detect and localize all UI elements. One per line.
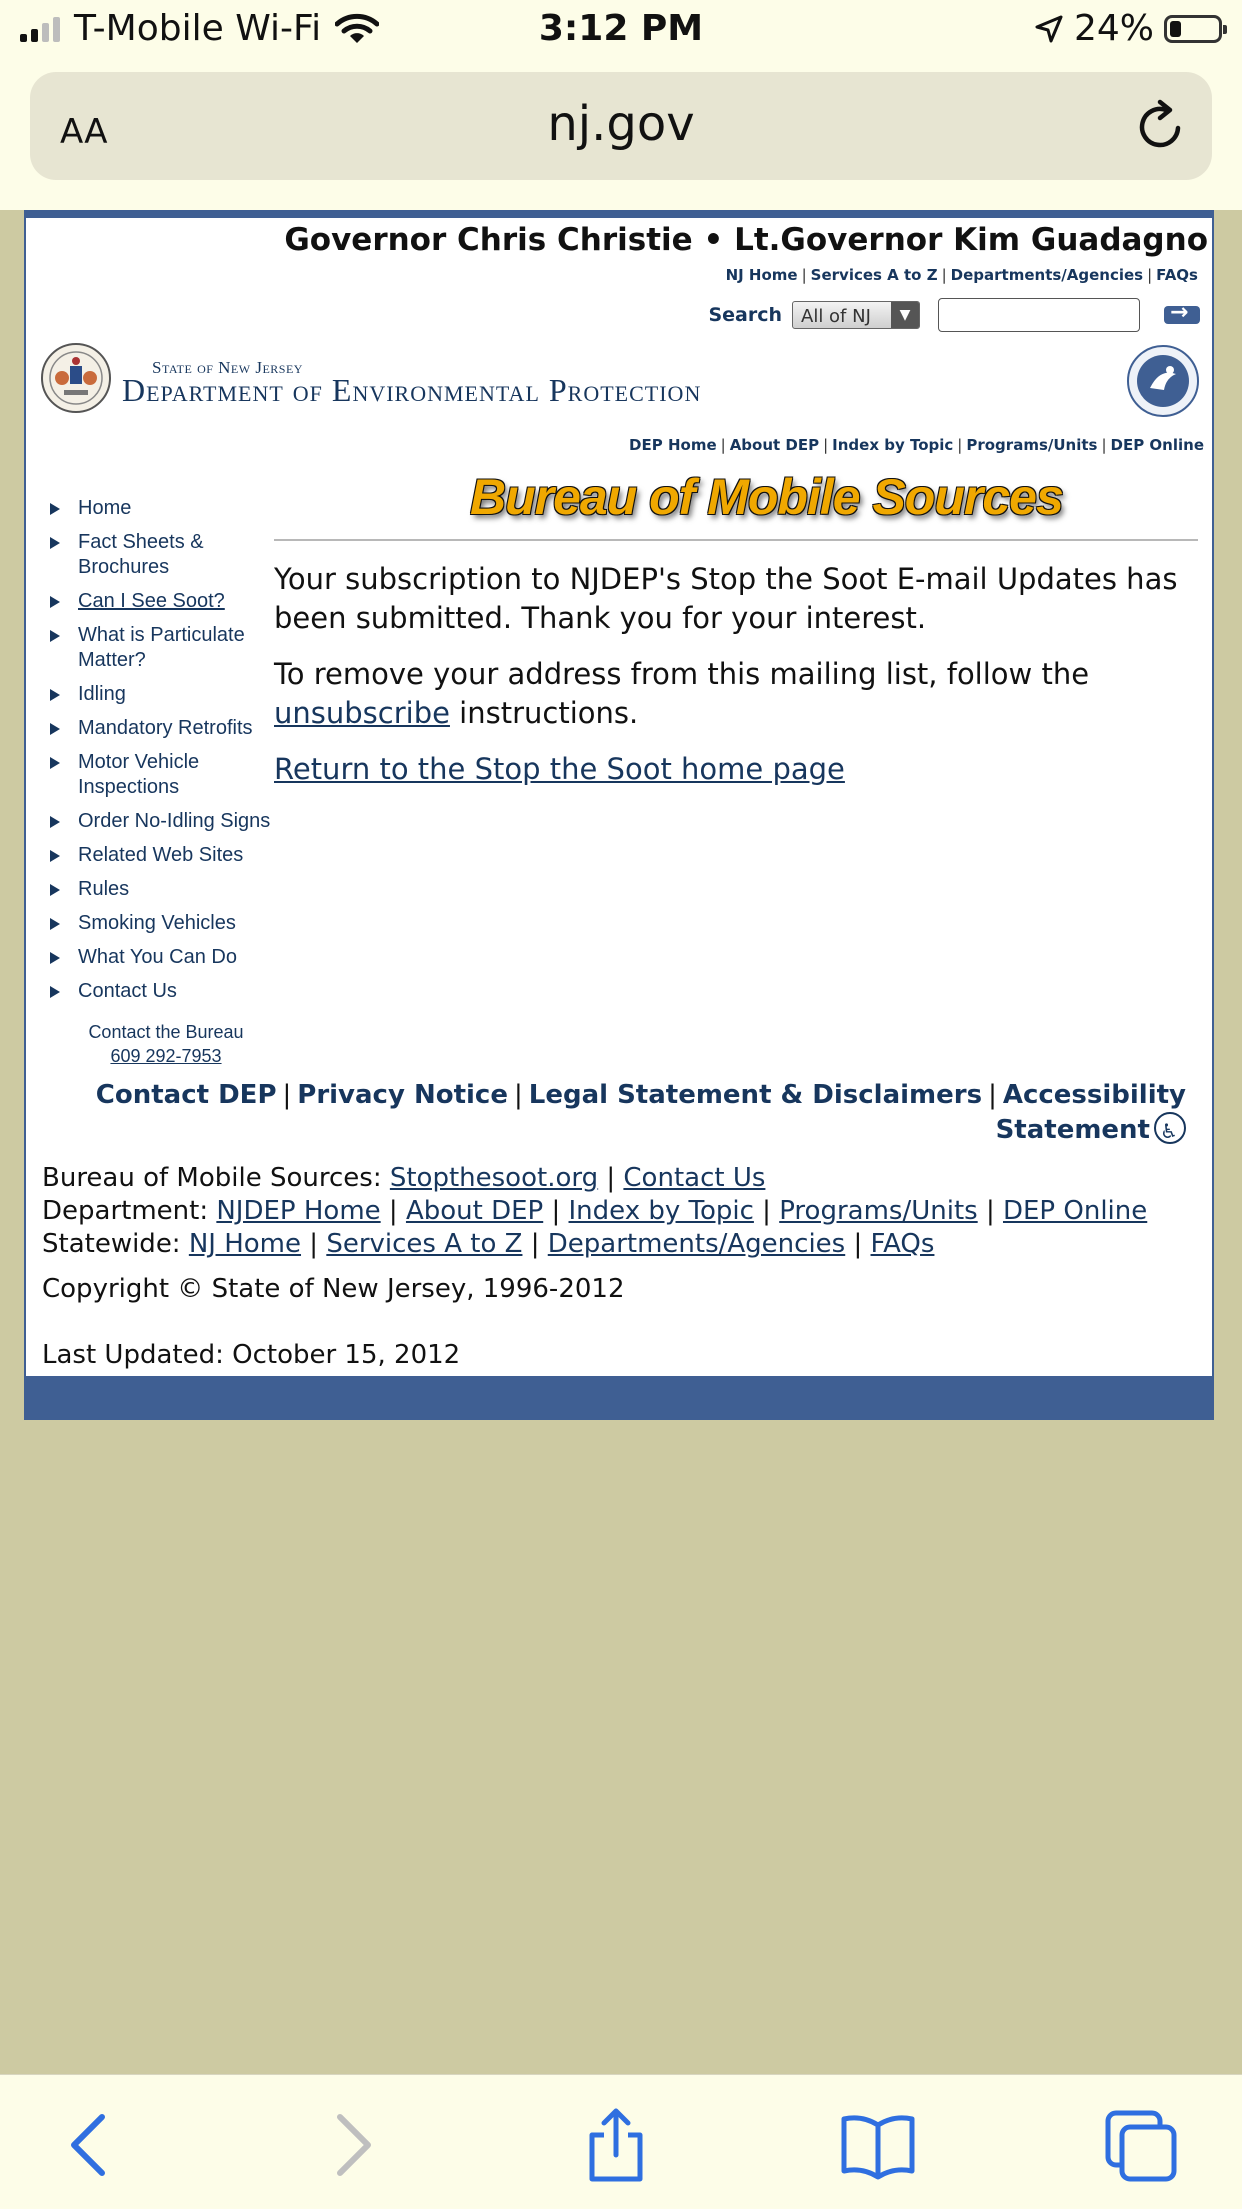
statewide-row-label: Statewide: — [42, 1229, 181, 1259]
triangle-right-icon — [50, 537, 60, 549]
sidebar-item-label: Rules — [78, 878, 130, 900]
triangle-right-icon — [50, 850, 60, 862]
sidebar-item-label: Mandatory Retrofits — [78, 717, 253, 739]
status-bar — [0, 0, 1242, 64]
sidebar-item-label: Order No-Idling Signs — [78, 810, 271, 832]
browser-toolbar — [0, 2074, 1242, 2209]
accessibility-link[interactable]: Accessibility — [1002, 1080, 1186, 1110]
search-scope-select[interactable] — [792, 301, 920, 329]
battery-icon — [1164, 15, 1222, 43]
nj-top-links: NJ Home | Services A to Z | Departments/Agencies | FAQs — [725, 266, 1198, 284]
browser-chrome — [0, 64, 1242, 210]
governor-line: Governor Chris Christie • Lt.Governor Kim Guadagno — [284, 222, 1208, 258]
triangle-right-icon — [50, 757, 60, 769]
remove-suffix: instructions. — [459, 696, 639, 730]
copyright-text: Copyright © State of New Jersey, 1996-2012 — [42, 1274, 625, 1304]
faqs-link[interactable]: FAQs — [1156, 266, 1198, 284]
url-display[interactable]: nj.gov — [547, 96, 695, 152]
footer-nj-home-link[interactable]: NJ Home — [188, 1229, 302, 1259]
dep-home-link[interactable]: DEP Home — [629, 436, 717, 454]
triangle-right-icon — [50, 952, 60, 964]
footer-dep-online-link[interactable]: DEP Online — [1002, 1196, 1148, 1226]
footer-departments-link[interactable]: Departments/Agencies — [547, 1229, 846, 1259]
footer-programs-link[interactable]: Programs/Units — [779, 1196, 978, 1226]
sidebar-item-rules[interactable] — [50, 877, 282, 902]
nj-home-link[interactable]: NJ Home — [725, 266, 798, 284]
sidebar-item-label: What is Particulate Matter? — [78, 624, 245, 671]
contact-label: Contact the Bureau — [88, 1022, 244, 1042]
triangle-right-icon — [50, 503, 60, 515]
bureau-row: Bureau of Mobile Sources: Stopthesoot.org | Contact Us — [42, 1163, 766, 1193]
search-go-button[interactable] — [1164, 306, 1200, 324]
unsubscribe-paragraph — [274, 655, 1198, 733]
sidebar-item-label: Home — [78, 497, 132, 519]
bureau-contact — [50, 1020, 282, 1068]
triangle-right-icon — [50, 630, 60, 642]
sidebar-item-label: Motor Vehicle Inspections — [78, 751, 200, 798]
accessibility-statement-link[interactable]: Statement — [995, 1115, 1150, 1145]
location-arrow-icon — [1034, 14, 1064, 44]
index-by-topic-link[interactable]: Index by Topic — [832, 436, 954, 454]
footer-services-link[interactable]: Services A to Z — [326, 1229, 523, 1259]
sidebar-item-label: Smoking Vehicles — [78, 912, 236, 934]
about-dep-link[interactable]: About DEP — [729, 436, 820, 454]
department-row-label: Department: — [42, 1196, 209, 1226]
unsubscribe-link[interactable]: unsubscribe — [274, 696, 450, 730]
sidebar-item-home[interactable] — [50, 496, 282, 521]
bureau-contact-us-link[interactable]: Contact Us — [623, 1163, 766, 1193]
footer-about-dep-link[interactable]: About DEP — [405, 1196, 544, 1226]
reload-icon[interactable] — [1130, 96, 1190, 156]
title-divider — [274, 539, 1198, 541]
top-border — [26, 210, 1212, 218]
footer-faqs-link[interactable]: FAQs — [870, 1229, 935, 1259]
dep-links: DEP Home | About DEP | Index by Topic | Programs/Units | DEP Online — [629, 436, 1204, 454]
sidebar-item-can-i-see-soot[interactable] — [50, 589, 282, 614]
back-icon[interactable] — [50, 2105, 130, 2185]
main-content — [274, 560, 1198, 806]
text-size-label: AA — [60, 112, 108, 152]
triangle-right-icon — [50, 596, 60, 608]
sidebar-item-label: Contact Us — [78, 980, 177, 1002]
tabs-icon[interactable] — [1100, 2105, 1180, 2185]
sidebar-item-smoking-vehicles[interactable] — [50, 911, 282, 936]
triangle-right-icon — [50, 986, 60, 998]
return-home-link[interactable]: Return to the Stop the Soot home page — [274, 752, 845, 786]
triangle-right-icon — [50, 884, 60, 896]
status-right — [1034, 8, 1222, 49]
search-label: Search — [708, 304, 782, 326]
triangle-right-icon — [50, 723, 60, 735]
contact-phone-link[interactable]: 609 292-7953 — [110, 1046, 222, 1066]
remove-prefix: To remove your address from this mailing list, follow the — [274, 657, 1090, 691]
sidebar-item-label: What You Can Do — [78, 946, 237, 968]
contact-dep-link[interactable]: Contact DEP — [95, 1080, 277, 1110]
dept-state-label: State of New Jersey — [152, 358, 303, 377]
battery-fill — [1170, 21, 1181, 37]
footer-links-row-2 — [66, 1112, 1186, 1147]
dep-seal-icon — [1126, 344, 1200, 418]
sidebar-nav — [50, 496, 282, 1013]
department-row: Department: NJDEP Home | About DEP | Index by Topic | Programs/Units | DEP Online — [42, 1196, 1148, 1226]
footer-index-topic-link[interactable]: Index by Topic — [568, 1196, 754, 1226]
footer-links — [66, 1078, 1186, 1147]
sidebar-item-label: Can I See Soot? — [78, 590, 225, 612]
status-time: 3:12 PM — [538, 8, 704, 49]
sidebar-item-label: Idling — [78, 683, 126, 705]
sidebar-item-particulate-matter[interactable] — [50, 623, 282, 673]
address-bar[interactable] — [30, 72, 1212, 180]
nj-state-seal-icon — [40, 342, 112, 414]
accessibility-icon[interactable] — [1154, 1112, 1186, 1144]
sidebar-item-contact-us[interactable] — [50, 979, 282, 1004]
sidebar-item-mandatory-retrofits[interactable] — [50, 716, 282, 741]
dept-name-label: Department of Environmental Protection — [122, 372, 702, 408]
stopthesoot-link[interactable]: Stopthesoot.org — [389, 1163, 599, 1193]
confirmation-message: Your subscription to NJDEP's Stop the Soot E-mail Updates has been submitted. Thank you for your interest. — [274, 562, 1178, 635]
return-paragraph — [274, 750, 1198, 789]
sidebar-item-related-sites[interactable] — [50, 843, 282, 868]
sidebar-item-inspections[interactable] — [50, 750, 282, 800]
triangle-right-icon — [50, 689, 60, 701]
search-scope-value: All of NJ — [801, 306, 871, 327]
chevron-down-icon: ▼ — [891, 302, 919, 328]
sidebar-item-label: Fact Sheets & Brochures — [78, 531, 204, 578]
footer-njdep-home-link[interactable]: NJDEP Home — [216, 1196, 381, 1226]
bookmarks-icon[interactable] — [838, 2105, 918, 2185]
bottom-border — [26, 1376, 1212, 1420]
web-page — [24, 210, 1214, 1420]
dep-online-link[interactable]: DEP Online — [1110, 436, 1204, 454]
departments-link[interactable]: Departments/Agencies — [950, 266, 1144, 284]
footer-links-row-1: Contact DEP | Privacy Notice | Legal Statement & Disclaimers | Accessibility — [95, 1080, 1186, 1110]
bureau-row-label: Bureau of Mobile Sources: — [42, 1163, 382, 1193]
privacy-notice-link[interactable]: Privacy Notice — [297, 1080, 508, 1110]
footer-directory — [42, 1162, 1147, 1261]
search-row — [708, 298, 1200, 332]
search-input[interactable] — [938, 298, 1140, 332]
sidebar-item-no-idling-signs[interactable] — [50, 809, 282, 834]
last-updated-text: Last Updated: October 15, 2012 — [42, 1340, 461, 1370]
bureau-title: Bureau of Mobile Sources — [470, 469, 1063, 525]
triangle-right-icon — [50, 816, 60, 828]
legal-statement-link[interactable]: Legal Statement & Disclaimers — [528, 1080, 983, 1110]
triangle-right-icon — [50, 918, 60, 930]
programs-units-link[interactable]: Programs/Units — [966, 436, 1098, 454]
battery-percent: 24% — [1073, 8, 1154, 49]
sidebar-item-label: Related Web Sites — [78, 844, 244, 866]
services-link[interactable]: Services A to Z — [810, 266, 938, 284]
sidebar-item-what-you-can-do[interactable] — [50, 945, 282, 970]
sidebar-item-fact-sheets[interactable] — [50, 530, 282, 580]
share-icon[interactable] — [576, 2105, 656, 2185]
carrier-label: T-Mobile Wi-Fi — [74, 8, 322, 49]
sidebar-item-idling[interactable] — [50, 682, 282, 707]
forward-icon[interactable] — [312, 2105, 392, 2185]
statewide-row: Statewide: NJ Home | Services A to Z | Departments/Agencies | FAQs — [42, 1229, 935, 1259]
